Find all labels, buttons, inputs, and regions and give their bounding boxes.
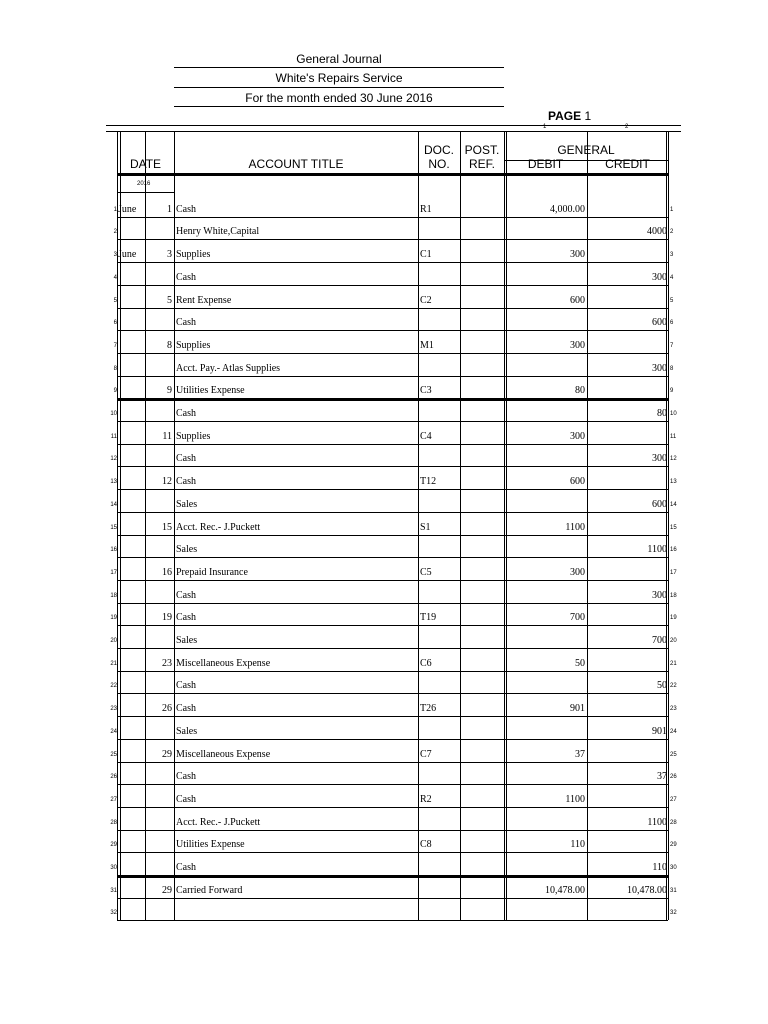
line-number-left: 3	[113, 252, 117, 259]
line-number-right: 12	[670, 456, 677, 463]
date-day: 23	[162, 657, 172, 669]
credit-amount: 600	[652, 498, 667, 510]
row-rule	[117, 489, 668, 490]
row-rule	[117, 580, 668, 581]
column-rule	[668, 131, 669, 920]
account-title: Cash	[176, 476, 196, 488]
account-title: Supplies	[176, 249, 211, 261]
line-number-left: 1	[113, 206, 117, 213]
row-rule	[117, 920, 668, 921]
totals-rule	[504, 877, 668, 878]
account-title: Acct. Rec.- J.Puckett	[176, 816, 261, 828]
credit-amount: 1100	[647, 816, 667, 828]
row-rule	[117, 830, 668, 831]
row-rule	[117, 648, 668, 649]
doc-number: T26	[420, 703, 437, 715]
row-rule	[117, 217, 668, 218]
column-number: 2	[625, 124, 629, 130]
row-rule	[117, 762, 668, 763]
account-title: Cash	[176, 771, 196, 783]
line-number-left: 30	[110, 865, 117, 871]
line-number-right: 23	[670, 706, 677, 713]
line-number-right: 31	[670, 887, 677, 894]
line-number-left: 21	[110, 660, 117, 667]
line-number-right: 8	[670, 365, 674, 372]
column-rule	[460, 131, 461, 920]
line-number-left: 7	[113, 342, 117, 349]
doc-number: C6	[420, 657, 432, 669]
credit-amount: 37	[657, 771, 667, 783]
line-number-left: 31	[110, 887, 117, 894]
doc-number: C7	[420, 748, 432, 760]
row-rule	[117, 625, 668, 626]
debit-amount: 80	[575, 385, 585, 397]
debit-amount: 600	[570, 476, 585, 488]
account-title: Cash	[176, 317, 196, 329]
date-day: 29	[162, 884, 172, 896]
credit-amount: 700	[652, 635, 667, 646]
doc-number: T12	[420, 476, 437, 488]
account-title: Sales	[176, 544, 198, 556]
column-rule	[666, 131, 667, 920]
line-number-right: 19	[670, 615, 677, 622]
post-header-line1: POST.	[464, 143, 500, 157]
doc-number: S1	[420, 521, 431, 533]
row-rule	[117, 671, 668, 672]
line-number-right: 20	[670, 638, 677, 644]
line-number-right: 9	[670, 388, 674, 395]
column-rule	[145, 131, 146, 920]
column-rule	[120, 131, 121, 920]
row-rule	[117, 852, 668, 853]
debit-amount: 4,000.00	[550, 203, 585, 215]
row-rule	[117, 807, 668, 808]
account-title: Cash	[176, 703, 196, 715]
account-title: Acct. Rec.- J.Puckett	[176, 521, 261, 533]
account-title: Sales	[176, 635, 198, 646]
account-title: Cash	[176, 862, 196, 873]
credit-amount: 80	[657, 408, 667, 419]
credit-amount: 1100	[647, 544, 667, 556]
account-title: Cash	[176, 453, 196, 465]
line-number-left: 8	[113, 365, 117, 372]
debit-amount: 300	[570, 339, 585, 351]
date-day: 29	[162, 748, 172, 760]
account-title: Prepaid Insurance	[176, 566, 248, 578]
line-number-right: 22	[670, 683, 677, 690]
account-title: Sales	[176, 725, 198, 737]
post-header-line2: REF.	[468, 157, 495, 171]
page-number-value: 1	[584, 109, 592, 123]
doc-no-header	[418, 143, 460, 171]
credit-amount: 600	[652, 317, 667, 329]
account-title: Rent Expense	[176, 294, 232, 306]
line-number-right: 7	[670, 342, 674, 349]
period-label: For the month ended 30 June 2016	[245, 91, 433, 105]
line-number-left: 4	[113, 274, 117, 281]
doc-number: R1	[420, 203, 432, 215]
date-day: 8	[167, 339, 172, 351]
debit-amount: 300	[570, 249, 585, 261]
account-title: Cash	[176, 408, 196, 419]
line-number-right: 32	[670, 910, 677, 917]
line-number-left: 10	[110, 411, 117, 417]
line-number-left: 11	[110, 433, 117, 440]
journal-title: General Journal	[296, 52, 382, 66]
line-number-left: 28	[110, 819, 117, 826]
line-number-right: 4	[670, 274, 674, 281]
row-rule	[117, 784, 668, 785]
column-rule	[587, 131, 588, 920]
column-rule	[418, 131, 419, 920]
line-number-left: 22	[110, 683, 117, 690]
line-number-left: 9	[113, 388, 117, 395]
credit-amount: 300	[652, 589, 667, 601]
date-day: 15	[162, 521, 172, 533]
credit-amount: 901	[652, 725, 667, 737]
credit-amount: 110	[652, 862, 667, 873]
account-title: Henry White,Capital	[176, 226, 260, 238]
row-rule	[117, 693, 668, 694]
line-number-right: 2	[670, 229, 674, 236]
account-title-header: ACCOUNT TITLE	[248, 157, 344, 171]
debit-amount: 110	[570, 839, 585, 851]
line-number-right: 13	[670, 479, 677, 486]
line-number-left: 13	[110, 479, 117, 486]
debit-amount: 50	[575, 657, 585, 669]
account-title: Supplies	[176, 430, 211, 442]
row-rule	[117, 239, 668, 240]
date-day: 9	[167, 385, 172, 397]
line-number-right: 15	[670, 524, 677, 531]
header-bottom-rule	[117, 173, 668, 176]
column-rule	[174, 131, 175, 920]
debit-amount: 600	[570, 294, 585, 306]
debit-amount: 300	[570, 430, 585, 442]
row-rule	[117, 535, 668, 536]
debit-amount: 10,478.00	[545, 884, 585, 896]
line-number-left: 12	[110, 456, 117, 463]
line-number-left: 18	[110, 592, 117, 599]
line-number-right: 3	[670, 252, 674, 259]
account-title: Carried Forward	[176, 884, 243, 896]
row-rule	[117, 716, 668, 717]
account-title: Utilities Expense	[176, 385, 245, 397]
line-number-right: 18	[670, 592, 677, 599]
line-number-left: 16	[110, 547, 117, 554]
table-top-rule	[106, 131, 681, 132]
table-top-rule	[106, 125, 681, 126]
line-number-right: 25	[670, 751, 677, 758]
date-day: 12	[162, 476, 172, 488]
credit-amount: 300	[652, 271, 667, 283]
doc-number: C5	[420, 566, 432, 578]
line-number-left: 17	[110, 569, 117, 576]
line-number-left: 15	[110, 524, 117, 531]
account-title: Cash	[176, 271, 196, 283]
date-day: 26	[162, 703, 172, 715]
date-header: DATE	[129, 157, 162, 171]
doc-number: M1	[420, 339, 434, 351]
date-day: 11	[162, 430, 172, 442]
row-rule	[117, 353, 668, 354]
debit-header: DEBIT	[527, 157, 564, 171]
debit-amount: 300	[570, 566, 585, 578]
line-number-left: 6	[113, 320, 117, 327]
header-rule	[174, 87, 504, 88]
doc-number: C4	[420, 430, 432, 442]
company-name: White's Repairs Service	[275, 71, 403, 85]
doc-number: C3	[420, 385, 432, 397]
row-rule	[117, 512, 668, 513]
row-rule	[117, 262, 668, 263]
line-number-right: 11	[670, 433, 677, 440]
debit-amount: 1100	[565, 793, 585, 805]
column-rule	[117, 131, 118, 920]
account-title: Sales	[176, 498, 198, 510]
account-title: Cash	[176, 680, 196, 692]
credit-amount: 4000	[647, 226, 667, 238]
post-ref-header	[460, 143, 504, 171]
credit-amount: 300	[652, 453, 667, 465]
header-rule	[174, 67, 504, 68]
row-rule	[117, 376, 668, 377]
row-rule	[117, 603, 668, 604]
credit-amount: 10,478.00	[627, 884, 667, 896]
date-month: June	[118, 203, 137, 215]
line-number-left: 25	[110, 751, 117, 758]
line-number-left: 23	[110, 706, 117, 713]
row-rule	[117, 308, 668, 309]
column-rule	[506, 131, 507, 920]
year-label: 2016	[137, 181, 151, 187]
line-number-left: 26	[110, 774, 117, 781]
account-title: Cash	[176, 589, 196, 601]
doc-number: C2	[420, 294, 432, 306]
line-number-right: 16	[670, 547, 677, 554]
line-number-left: 29	[110, 842, 117, 849]
line-number-right: 10	[670, 411, 677, 417]
row-rule	[117, 898, 668, 899]
credit-amount: 50	[657, 680, 667, 692]
line-number-left: 32	[110, 910, 117, 917]
account-title: Cash	[176, 203, 196, 215]
account-title: Miscellaneous Expense	[176, 748, 271, 760]
line-number-right: 14	[670, 501, 677, 508]
account-title: Utilities Expense	[176, 839, 245, 851]
doc-number: T19	[420, 612, 437, 624]
line-number-right: 24	[670, 728, 677, 735]
line-number-right: 28	[670, 819, 677, 826]
line-number-right: 29	[670, 842, 677, 849]
line-number-left: 19	[110, 615, 117, 622]
doc-number: R2	[420, 793, 432, 805]
line-number-right: 27	[670, 796, 677, 803]
row-rule	[117, 330, 668, 331]
doc-number: C8	[420, 839, 432, 851]
debit-amount: 1100	[565, 521, 585, 533]
line-number-left: 14	[110, 501, 117, 508]
page-label-text: PAGE	[548, 109, 582, 123]
debit-amount: 37	[575, 748, 585, 760]
line-number-left: 5	[113, 297, 117, 304]
row-rule	[117, 285, 668, 286]
doc-header-line1: DOC.	[424, 143, 454, 157]
doc-number: C1	[420, 249, 432, 261]
date-day: 19	[162, 612, 172, 624]
line-number-right: 5	[670, 297, 674, 304]
account-title: Acct. Pay.- Atlas Supplies	[176, 362, 281, 374]
account-title: Supplies	[176, 339, 211, 351]
line-number-left: 2	[113, 229, 117, 236]
date-day: 5	[167, 294, 172, 306]
debit-amount: 700	[570, 612, 585, 624]
row-rule	[117, 557, 668, 558]
line-number-left: 20	[110, 638, 117, 644]
row-rule	[117, 466, 668, 467]
row-rule	[117, 421, 668, 422]
line-number-right: 6	[670, 320, 674, 327]
credit-header: CREDIT	[605, 157, 650, 171]
column-number: 1	[543, 124, 547, 130]
doc-header-line2: NO.	[428, 157, 450, 171]
date-day: 1	[167, 203, 172, 215]
account-title: Miscellaneous Expense	[176, 657, 271, 669]
row-rule	[117, 398, 668, 401]
page-number	[548, 109, 591, 123]
line-number-left: 24	[110, 728, 117, 735]
line-number-right: 1	[670, 206, 674, 213]
header-rule	[174, 106, 504, 107]
line-number-left: 27	[110, 796, 117, 803]
row-rule	[117, 444, 668, 445]
line-number-right: 17	[670, 569, 677, 576]
column-rule	[504, 131, 505, 920]
account-title: Cash	[176, 612, 196, 624]
credit-amount: 300	[652, 362, 667, 374]
line-number-right: 26	[670, 774, 677, 781]
account-title: Cash	[176, 793, 196, 805]
line-number-right: 30	[670, 865, 677, 871]
row-rule	[117, 739, 668, 740]
date-month: June	[118, 249, 137, 261]
debit-amount: 901	[570, 703, 585, 715]
general-header: GENERAL	[557, 143, 615, 157]
date-day: 16	[162, 566, 172, 578]
line-number-right: 21	[670, 660, 677, 667]
date-day: 3	[167, 249, 172, 261]
